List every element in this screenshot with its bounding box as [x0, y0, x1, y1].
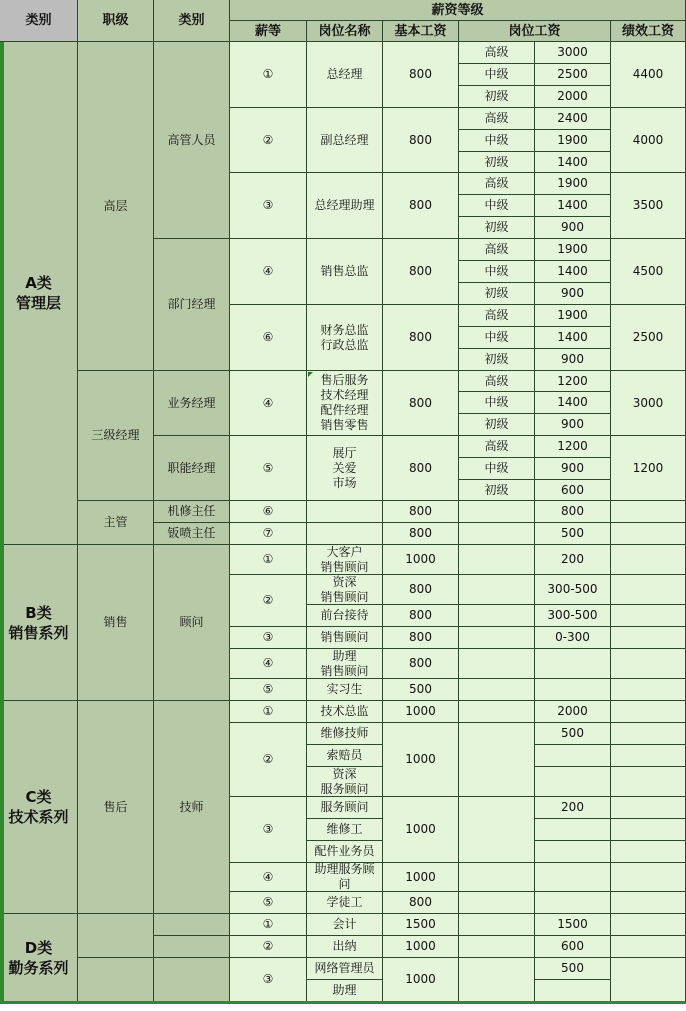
level-middle: 中级 — [459, 64, 535, 86]
position-name: 销售总监 — [307, 239, 383, 305]
level-middle: 中级 — [459, 327, 535, 349]
type-functional-manager: 职能经理 — [154, 436, 230, 501]
performance-salary: 1200 — [611, 436, 686, 501]
position-name: 助理 销售顾问 — [307, 649, 383, 679]
level-empty — [459, 545, 535, 575]
base-salary: 500 — [383, 679, 459, 701]
type-consultant: 顾问 — [154, 545, 230, 701]
post-salary-middle: 1400 — [535, 327, 611, 349]
type-technician: 技师 — [154, 701, 230, 914]
position-name: 索赔员 — [307, 745, 383, 767]
post-salary: 2000 — [535, 701, 611, 723]
performance-salary-empty — [611, 701, 686, 723]
base-salary: 800 — [383, 649, 459, 679]
post-salary-empty — [535, 649, 611, 679]
performance-salary-empty — [611, 958, 686, 1002]
level-empty — [459, 523, 535, 545]
performance-salary: 2500 — [611, 305, 686, 371]
level-junior: 初级 — [459, 349, 535, 371]
level-empty — [459, 605, 535, 627]
position-name: 出纳 — [307, 936, 383, 958]
post-salary-junior: 900 — [535, 349, 611, 371]
base-salary: 1000 — [383, 545, 459, 575]
level-senior: 高级 — [459, 173, 535, 195]
grade-cell: ⑤ — [230, 436, 307, 501]
position-name: 助理服务顾 问 — [307, 863, 383, 892]
position-name: 副总经理 — [307, 108, 383, 173]
position-name: 资深 销售顾问 — [307, 575, 383, 605]
position-name: 前台接待 — [307, 605, 383, 627]
rank-empty — [78, 958, 154, 1002]
performance-salary-empty — [611, 819, 686, 841]
performance-salary-empty — [611, 841, 686, 863]
base-salary: 1000 — [383, 723, 459, 797]
grade-cell: ② — [230, 575, 307, 627]
grade-cell: ④ — [230, 649, 307, 679]
level-middle: 中级 — [459, 458, 535, 480]
grade-cell: ④ — [230, 371, 307, 436]
level-empty — [459, 701, 535, 723]
level-senior: 高级 — [459, 305, 535, 327]
level-junior: 初级 — [459, 480, 535, 501]
type-paint-director: 钣喷主任 — [154, 523, 230, 545]
position-name: 技术总监 — [307, 701, 383, 723]
base-salary: 800 — [383, 892, 459, 914]
header-position: 岗位名称 — [307, 21, 383, 42]
level-empty — [459, 863, 535, 892]
rank-sales: 销售 — [78, 545, 154, 701]
rank-supervisor: 主管 — [78, 501, 154, 545]
level-empty — [459, 958, 535, 1002]
grade-cell: ⑥ — [230, 501, 307, 523]
grade-cell: ③ — [230, 797, 307, 863]
level-empty — [459, 914, 535, 936]
type-department-manager: 部门经理 — [154, 239, 230, 371]
grade-cell: ① — [230, 42, 307, 108]
post-salary-empty — [535, 892, 611, 914]
post-salary-junior: 2000 — [535, 86, 611, 108]
grade-cell: ② — [230, 108, 307, 173]
performance-salary-empty — [611, 936, 686, 958]
grade-cell: ④ — [230, 239, 307, 305]
position-name: 维修工 — [307, 819, 383, 841]
level-senior: 高级 — [459, 108, 535, 130]
post-salary-middle: 2500 — [535, 64, 611, 86]
level-junior: 初级 — [459, 283, 535, 305]
position-name: 实习生 — [307, 679, 383, 701]
bottom-edge-highlight — [0, 1001, 686, 1004]
post-salary-empty — [535, 819, 611, 841]
base-salary: 800 — [383, 371, 459, 436]
grade-cell: ② — [230, 936, 307, 958]
performance-salary-empty — [611, 575, 686, 605]
position-name: 售后服务 技术经理 配件经理 销售零售 — [307, 371, 383, 436]
post-salary-senior: 1900 — [535, 239, 611, 261]
post-salary: 500 — [535, 723, 611, 745]
grade-cell: ⑥ — [230, 305, 307, 371]
performance-salary-empty — [611, 545, 686, 575]
level-empty — [459, 797, 535, 863]
level-middle: 中级 — [459, 261, 535, 283]
base-salary: 800 — [383, 173, 459, 239]
position-name: 展厅 关爱 市场 — [307, 436, 383, 501]
post-salary-middle: 1900 — [535, 130, 611, 152]
performance-salary-empty — [611, 605, 686, 627]
base-salary: 800 — [383, 523, 459, 545]
level-empty — [459, 936, 535, 958]
rank-empty — [78, 914, 154, 958]
type-empty — [154, 936, 230, 958]
grade-cell: ③ — [230, 173, 307, 239]
performance-salary-empty — [611, 863, 686, 892]
performance-salary: 4400 — [611, 42, 686, 108]
post-salary-empty — [535, 980, 611, 1002]
position-name: 服务顾问 — [307, 797, 383, 819]
left-edge-highlight — [0, 42, 4, 1003]
post-salary-senior: 3000 — [535, 42, 611, 64]
base-salary: 800 — [383, 575, 459, 605]
grade-cell: ③ — [230, 958, 307, 1002]
performance-salary: 4000 — [611, 108, 686, 173]
performance-salary: 4500 — [611, 239, 686, 305]
post-salary: 500 — [535, 523, 611, 545]
position-name: 维修技师 — [307, 723, 383, 745]
level-empty — [459, 723, 535, 797]
base-salary: 1000 — [383, 936, 459, 958]
performance-salary-empty — [611, 523, 686, 545]
grade-cell: ⑦ — [230, 523, 307, 545]
post-salary-senior: 1200 — [535, 371, 611, 392]
level-junior: 初级 — [459, 86, 535, 108]
level-junior: 初级 — [459, 217, 535, 239]
post-salary: 500 — [535, 958, 611, 980]
grade-cell: ① — [230, 914, 307, 936]
grade-cell: ④ — [230, 863, 307, 892]
post-salary-senior: 1900 — [535, 173, 611, 195]
post-salary-empty — [535, 745, 611, 767]
base-salary: 1000 — [383, 863, 459, 892]
post-salary-junior: 900 — [535, 283, 611, 305]
position-name: 助理 — [307, 980, 383, 1002]
post-salary-middle: 1400 — [535, 195, 611, 217]
level-middle: 中级 — [459, 195, 535, 217]
level-senior: 高级 — [459, 42, 535, 64]
post-salary-senior: 1900 — [535, 305, 611, 327]
base-salary: 800 — [383, 305, 459, 371]
level-senior: 高级 — [459, 371, 535, 392]
category-a-management: A类 管理层 — [0, 42, 78, 545]
post-salary-junior: 1400 — [535, 152, 611, 173]
level-junior: 初级 — [459, 414, 535, 436]
position-name: 网络管理员 — [307, 958, 383, 980]
post-salary-middle: 1400 — [535, 261, 611, 283]
level-junior: 初级 — [459, 152, 535, 173]
position-name: 学徒工 — [307, 892, 383, 914]
grade-cell: ① — [230, 545, 307, 575]
post-salary: 300-500 — [535, 575, 611, 605]
level-empty — [459, 575, 535, 605]
grade-cell: ⑤ — [230, 892, 307, 914]
performance-salary: 3500 — [611, 173, 686, 239]
position-name: 总经理助理 — [307, 173, 383, 239]
base-salary: 800 — [383, 436, 459, 501]
rank-after-sales: 售后 — [78, 701, 154, 914]
type-business-manager: 业务经理 — [154, 371, 230, 436]
header-post-salary: 岗位工资 — [459, 21, 611, 42]
post-salary-junior: 900 — [535, 217, 611, 239]
performance-salary-empty — [611, 767, 686, 797]
base-salary: 1000 — [383, 958, 459, 1002]
base-salary: 800 — [383, 501, 459, 523]
post-salary: 800 — [535, 501, 611, 523]
base-salary: 800 — [383, 239, 459, 305]
level-empty — [459, 892, 535, 914]
base-salary: 800 — [383, 108, 459, 173]
performance-salary: 3000 — [611, 371, 686, 436]
base-salary: 800 — [383, 605, 459, 627]
position-name: 总经理 — [307, 42, 383, 108]
rank-third-level-manager: 三级经理 — [78, 371, 154, 501]
level-empty — [459, 627, 535, 649]
level-senior: 高级 — [459, 436, 535, 458]
performance-salary-empty — [611, 723, 686, 745]
level-middle: 中级 — [459, 130, 535, 152]
post-salary: 0-300 — [535, 627, 611, 649]
post-salary: 1500 — [535, 914, 611, 936]
header-grade: 薪等 — [230, 21, 307, 42]
grade-cell: ① — [230, 701, 307, 723]
grade-cell: ② — [230, 723, 307, 797]
level-middle: 中级 — [459, 392, 535, 414]
post-salary: 600 — [535, 936, 611, 958]
position-name-empty — [307, 523, 383, 545]
category-c-technical: C类 技术系列 — [0, 701, 78, 914]
header-type: 类别 — [154, 0, 230, 42]
header-performance-salary: 绩效工资 — [611, 21, 686, 42]
post-salary: 200 — [535, 797, 611, 819]
post-salary-empty — [535, 679, 611, 701]
rank-senior: 高层 — [78, 42, 154, 371]
category-b-sales: B类 销售系列 — [0, 545, 78, 701]
level-empty — [459, 649, 535, 679]
post-salary: 300-500 — [535, 605, 611, 627]
post-salary-empty — [535, 767, 611, 797]
post-salary-senior: 1200 — [535, 436, 611, 458]
performance-salary-empty — [611, 797, 686, 819]
performance-salary-empty — [611, 914, 686, 936]
grade-cell: ⑤ — [230, 679, 307, 701]
category-d-service: D类 勤务系列 — [0, 914, 78, 1002]
performance-salary-empty — [611, 501, 686, 523]
level-senior: 高级 — [459, 239, 535, 261]
level-empty — [459, 501, 535, 523]
performance-salary-empty — [611, 627, 686, 649]
post-salary-middle: 900 — [535, 458, 611, 480]
cell-comment-marker — [308, 372, 313, 377]
base-salary: 800 — [383, 627, 459, 649]
type-empty — [154, 914, 230, 936]
post-salary-empty — [535, 841, 611, 863]
position-name: 会计 — [307, 914, 383, 936]
position-name: 资深 服务顾问 — [307, 767, 383, 797]
post-salary-senior: 2400 — [535, 108, 611, 130]
type-executives: 高管人员 — [154, 42, 230, 239]
performance-salary-empty — [611, 649, 686, 679]
position-name: 销售顾问 — [307, 627, 383, 649]
header-rank: 职级 — [78, 0, 154, 42]
position-name: 大客户 销售顾问 — [307, 545, 383, 575]
base-salary: 800 — [383, 42, 459, 108]
base-salary: 1500 — [383, 914, 459, 936]
position-name: 配件业务员 — [307, 841, 383, 863]
post-salary-junior: 600 — [535, 480, 611, 501]
post-salary-middle: 1400 — [535, 392, 611, 414]
performance-salary-empty — [611, 679, 686, 701]
header-base-salary: 基本工资 — [383, 21, 459, 42]
performance-salary-empty — [611, 892, 686, 914]
header-category: 类别 — [0, 0, 78, 42]
base-salary: 1000 — [383, 701, 459, 723]
performance-salary-empty — [611, 745, 686, 767]
post-salary-junior: 900 — [535, 414, 611, 436]
grade-cell: ③ — [230, 627, 307, 649]
position-name: 财务总监 行政总监 — [307, 305, 383, 371]
post-salary: 200 — [535, 545, 611, 575]
base-salary: 1000 — [383, 797, 459, 863]
position-name-empty — [307, 501, 383, 523]
header-salary-grade: 薪资等级 — [230, 0, 686, 21]
post-salary-empty — [535, 863, 611, 892]
type-empty — [154, 958, 230, 1002]
level-empty — [459, 679, 535, 701]
type-repair-director: 机修主任 — [154, 501, 230, 523]
